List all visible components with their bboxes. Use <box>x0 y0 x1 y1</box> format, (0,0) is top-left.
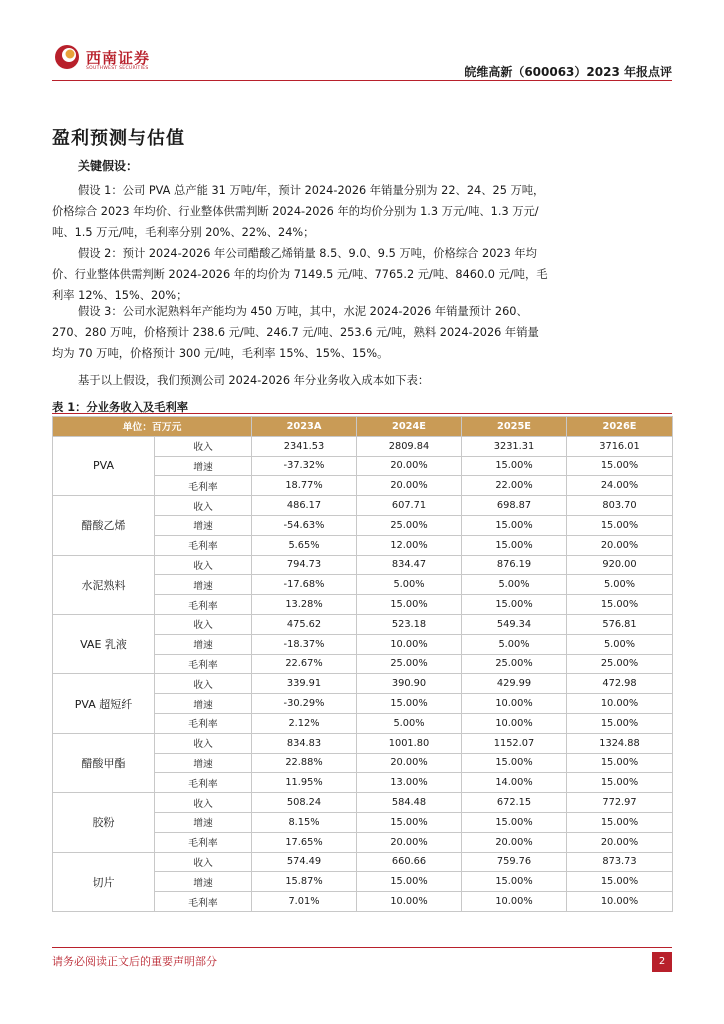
value-cell: 5.00% <box>462 575 567 595</box>
value-cell: 584.48 <box>357 793 462 813</box>
value-cell: 1152.07 <box>462 733 567 753</box>
value-cell: 15.00% <box>462 595 567 615</box>
value-cell: 15.00% <box>567 872 673 892</box>
value-cell: 2341.53 <box>252 436 357 456</box>
value-cell: 17.65% <box>252 832 357 852</box>
value-cell: 873.73 <box>567 852 673 872</box>
assumption-paragraph-3: 假设 3：公司水泥熟料年产能均为 450 万吨，其中，水泥 2024-2026 年销量预计 260、270、280 万吨，价格预计 238.6 元/吨、246.7 元/吨、253.6 元/吨，熟料 2024-2026 年销量均为 70 万吨，价格预计 300 元/吨，毛利率 15%、15%、15%。 <box>52 305 539 360</box>
value-cell: -37.32% <box>252 456 357 476</box>
value-cell: 549.34 <box>462 614 567 634</box>
value-cell: -18.37% <box>252 634 357 654</box>
value-cell: 2.12% <box>252 713 357 733</box>
value-cell: 472.98 <box>567 674 673 694</box>
value-cell: 18.77% <box>252 476 357 496</box>
metric-label: 毛利率 <box>155 773 252 793</box>
value-cell: 15.00% <box>567 753 673 773</box>
table-row <box>53 852 673 872</box>
value-cell: 20.00% <box>567 832 673 852</box>
value-cell: 660.66 <box>357 852 462 872</box>
value-cell: 508.24 <box>252 793 357 813</box>
value-cell: 5.65% <box>252 535 357 555</box>
value-cell: 339.91 <box>252 674 357 694</box>
header-divider <box>52 80 672 81</box>
table-body <box>53 436 673 911</box>
value-cell: 10.00% <box>567 892 673 912</box>
segment-name: 胶粉 <box>53 793 155 852</box>
value-cell: 15.00% <box>462 812 567 832</box>
metric-label: 收入 <box>155 852 252 872</box>
value-cell: 25.00% <box>357 515 462 535</box>
value-cell: 15.87% <box>252 872 357 892</box>
metric-label: 毛利率 <box>155 832 252 852</box>
summary-paragraph: 基于以上假设，我们预测公司 2024-2026 年分业务收入成本如下表： <box>78 374 430 387</box>
value-cell: 20.00% <box>357 832 462 852</box>
value-cell: 5.00% <box>357 575 462 595</box>
footer-disclaimer: 请务必阅读正文后的重要声明部分 <box>52 955 217 968</box>
value-cell: -30.29% <box>252 694 357 714</box>
value-cell: 24.00% <box>567 476 673 496</box>
value-cell: 10.00% <box>357 892 462 912</box>
table-row <box>53 436 673 456</box>
value-cell: 15.00% <box>462 515 567 535</box>
value-cell: 607.71 <box>357 496 462 516</box>
year-header: 2025E <box>462 417 567 437</box>
footer-divider <box>52 947 672 948</box>
table-row <box>53 496 673 516</box>
year-header: 2023A <box>252 417 357 437</box>
metric-label: 收入 <box>155 733 252 753</box>
company-logo <box>54 44 174 78</box>
value-cell: -17.68% <box>252 575 357 595</box>
value-cell: 3716.01 <box>567 436 673 456</box>
value-cell: 523.18 <box>357 614 462 634</box>
value-cell: 10.00% <box>462 694 567 714</box>
metric-label: 收入 <box>155 674 252 694</box>
value-cell: 20.00% <box>357 753 462 773</box>
value-cell: 15.00% <box>567 515 673 535</box>
value-cell: 759.76 <box>462 852 567 872</box>
value-cell: 10.00% <box>462 713 567 733</box>
segment-name: 切片 <box>53 852 155 911</box>
table-top-divider <box>52 413 672 414</box>
metric-label: 增速 <box>155 812 252 832</box>
value-cell: 25.00% <box>462 654 567 674</box>
value-cell: 574.49 <box>252 852 357 872</box>
value-cell: 13.00% <box>357 773 462 793</box>
segment-name: VAE 乳液 <box>53 614 155 673</box>
metric-label: 收入 <box>155 496 252 516</box>
logo-text-en: SOUTHWEST SECURITIES <box>86 66 149 71</box>
value-cell: 5.00% <box>462 634 567 654</box>
value-cell: 672.15 <box>462 793 567 813</box>
value-cell: 390.90 <box>357 674 462 694</box>
value-cell: 429.99 <box>462 674 567 694</box>
value-cell: 10.00% <box>567 694 673 714</box>
value-cell: 22.88% <box>252 753 357 773</box>
value-cell: 22.67% <box>252 654 357 674</box>
value-cell: 15.00% <box>462 753 567 773</box>
value-cell: 803.70 <box>567 496 673 516</box>
metric-label: 毛利率 <box>155 713 252 733</box>
table-row <box>53 674 673 694</box>
value-cell: 20.00% <box>567 535 673 555</box>
metric-label: 毛利率 <box>155 892 252 912</box>
value-cell: 698.87 <box>462 496 567 516</box>
value-cell: 15.00% <box>567 812 673 832</box>
page-number: 2 <box>652 952 672 972</box>
value-cell: 15.00% <box>357 694 462 714</box>
value-cell: 2809.84 <box>357 436 462 456</box>
table-row <box>53 793 673 813</box>
value-cell: 15.00% <box>567 773 673 793</box>
metric-label: 增速 <box>155 872 252 892</box>
metric-label: 增速 <box>155 515 252 535</box>
value-cell: 876.19 <box>462 555 567 575</box>
metric-label: 增速 <box>155 456 252 476</box>
metric-label: 增速 <box>155 753 252 773</box>
section-title: 盈利预测与估值 <box>52 128 185 149</box>
value-cell: 25.00% <box>357 654 462 674</box>
value-cell: 20.00% <box>357 476 462 496</box>
value-cell: 1324.88 <box>567 733 673 753</box>
segment-name: 醋酸甲酯 <box>53 733 155 792</box>
value-cell: 794.73 <box>252 555 357 575</box>
value-cell: 834.47 <box>357 555 462 575</box>
segment-name: 水泥熟料 <box>53 555 155 614</box>
table-caption: 表 1：分业务收入及毛利率 <box>52 401 189 414</box>
value-cell: 15.00% <box>567 456 673 476</box>
value-cell: 10.00% <box>462 892 567 912</box>
value-cell: 14.00% <box>462 773 567 793</box>
value-cell: 834.83 <box>252 733 357 753</box>
logo-emblem-icon <box>54 44 80 70</box>
value-cell: 11.95% <box>252 773 357 793</box>
year-header: 2024E <box>357 417 462 437</box>
value-cell: -54.63% <box>252 515 357 535</box>
value-cell: 772.97 <box>567 793 673 813</box>
value-cell: 15.00% <box>357 812 462 832</box>
metric-label: 增速 <box>155 634 252 654</box>
segment-name: PVA <box>53 436 155 495</box>
value-cell: 576.81 <box>567 614 673 634</box>
value-cell: 20.00% <box>357 456 462 476</box>
segment-name: 醋酸乙烯 <box>53 496 155 555</box>
metric-label: 收入 <box>155 555 252 575</box>
value-cell: 475.62 <box>252 614 357 634</box>
value-cell: 8.15% <box>252 812 357 832</box>
metric-label: 毛利率 <box>155 595 252 615</box>
value-cell: 920.00 <box>567 555 673 575</box>
value-cell: 15.00% <box>357 872 462 892</box>
metric-label: 收入 <box>155 614 252 634</box>
metric-label: 毛利率 <box>155 476 252 496</box>
unit-header: 单位：百万元 <box>53 417 252 437</box>
metric-label: 毛利率 <box>155 654 252 674</box>
value-cell: 5.00% <box>567 575 673 595</box>
table-row <box>53 555 673 575</box>
logo-text-cn: 西南证券 <box>86 49 151 67</box>
value-cell: 13.28% <box>252 595 357 615</box>
value-cell: 12.00% <box>357 535 462 555</box>
metric-label: 收入 <box>155 436 252 456</box>
key-assumptions-title: 关键假设： <box>78 159 139 173</box>
value-cell: 5.00% <box>357 713 462 733</box>
assumption-paragraph-1: 假设 1：公司 PVA 总产能 31 万吨/年，预计 2024-2026 年销量分别为 22、24、25 万吨，价格综合 2023 年均价、行业整体供需判断 2024-2026 年的均价分别为 1.3 万元/吨、1.3 万元/吨、1.5 万元/吨，毛利率分别 20%、22%、24%； <box>52 184 545 239</box>
table-row <box>53 733 673 753</box>
value-cell: 3231.31 <box>462 436 567 456</box>
metric-label: 增速 <box>155 575 252 595</box>
value-cell: 10.00% <box>357 634 462 654</box>
segment-name: PVA 超短纤 <box>53 674 155 733</box>
year-header: 2026E <box>567 417 673 437</box>
revenue-margin-table <box>52 416 673 912</box>
metric-label: 毛利率 <box>155 535 252 555</box>
metric-label: 增速 <box>155 694 252 714</box>
table-row <box>53 614 673 634</box>
value-cell: 7.01% <box>252 892 357 912</box>
value-cell: 25.00% <box>567 654 673 674</box>
value-cell: 15.00% <box>567 713 673 733</box>
value-cell: 486.17 <box>252 496 357 516</box>
value-cell: 15.00% <box>462 535 567 555</box>
value-cell: 22.00% <box>462 476 567 496</box>
value-cell: 15.00% <box>567 595 673 615</box>
value-cell: 15.00% <box>462 456 567 476</box>
report-title: 皖维高新（600063）2023 年报点评 <box>464 65 672 79</box>
assumption-paragraph-2: 假设 2：预计 2024-2026 年公司醋酸乙烯销量 8.5、9.0、9.5 万吨，价格综合 2023 年均价、行业整体供需判断 2024-2026 年的均价为 7149.5 元/吨、7765.2 元/吨、8460.0 元/吨，毛利率 12%、15%、20%； <box>52 247 548 302</box>
value-cell: 15.00% <box>357 595 462 615</box>
table-header-row <box>53 417 673 437</box>
value-cell: 5.00% <box>567 634 673 654</box>
value-cell: 20.00% <box>462 832 567 852</box>
value-cell: 15.00% <box>462 872 567 892</box>
metric-label: 收入 <box>155 793 252 813</box>
value-cell: 1001.80 <box>357 733 462 753</box>
